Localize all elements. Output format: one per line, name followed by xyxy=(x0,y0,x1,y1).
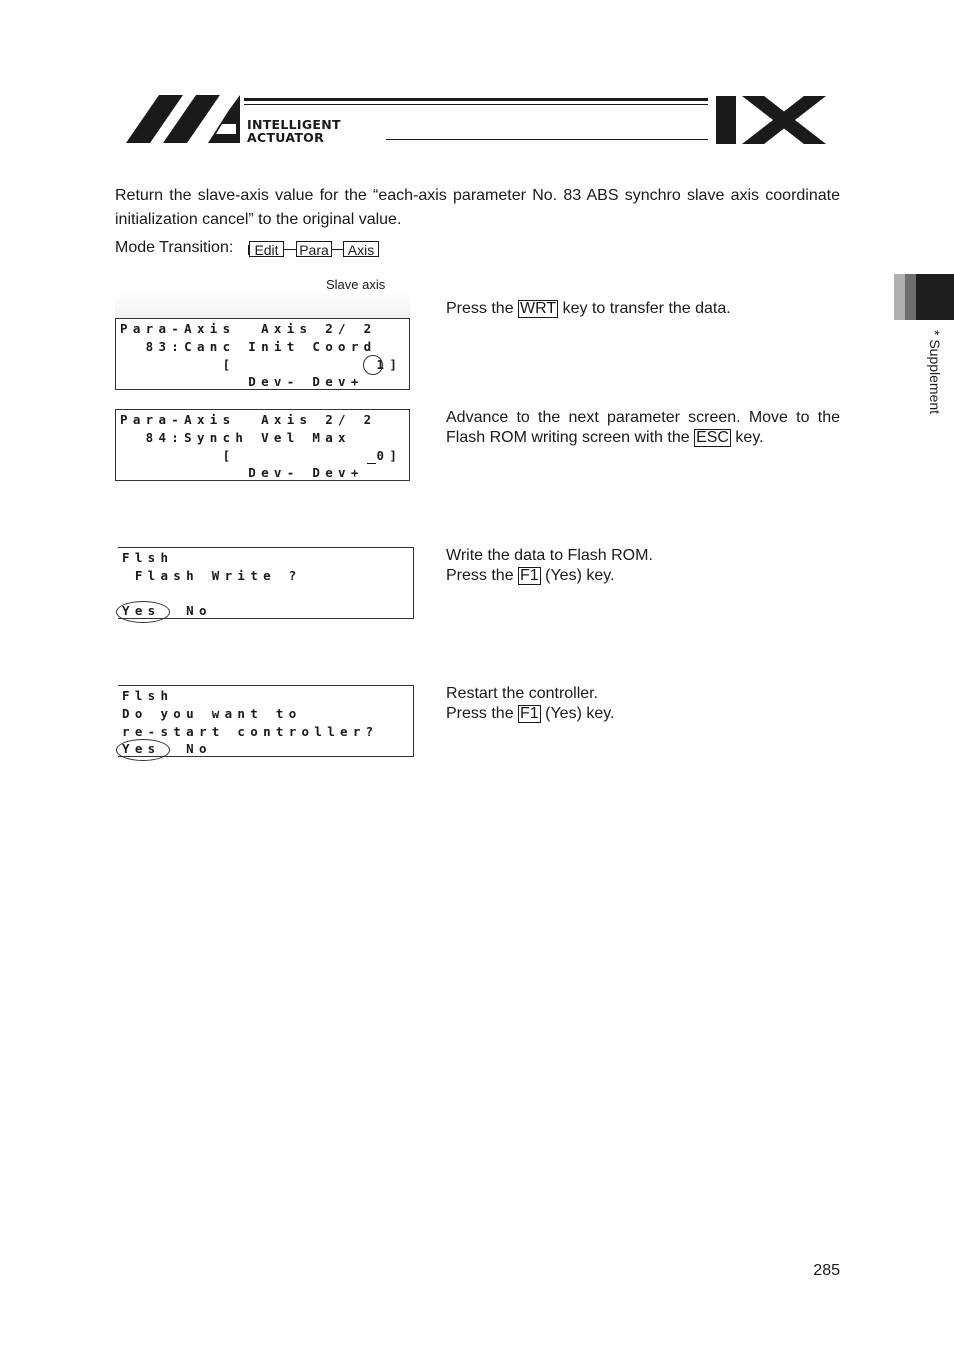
mode-connector xyxy=(332,249,343,250)
header-rule-top xyxy=(244,98,708,101)
supplement-side-label: * Supplement xyxy=(927,330,943,415)
lcd-screen-2 xyxy=(115,409,410,481)
header-rule-low xyxy=(386,139,708,140)
lcd-row: Flsh xyxy=(122,550,174,565)
lcd-row: Flash Write ? xyxy=(122,568,302,583)
step-2-description xyxy=(446,408,840,448)
header-rule-mid xyxy=(244,104,708,105)
value-highlight-circle xyxy=(363,355,383,375)
lcd-row: Yes No xyxy=(122,741,212,756)
intro-paragraph: Return the slave-axis value for the “each-axis parameter No. 83 ABS synchro slave axis coordinate initialization cancel” to the original value. xyxy=(115,187,840,228)
lcd-row: [ 0] xyxy=(120,448,403,463)
mode-step-edit: Edit xyxy=(249,241,284,257)
step-3-description xyxy=(446,546,840,586)
section-tab-light xyxy=(894,274,905,320)
lcd-row: Dev- Dev+ xyxy=(120,465,364,480)
step-1-description xyxy=(446,299,840,319)
lcd-row: 83:Canc Init Coord xyxy=(120,339,377,354)
yes-highlight-ellipse xyxy=(116,739,170,761)
step-text: Press the xyxy=(446,300,519,317)
lcd-row: [ 1] xyxy=(120,357,403,372)
lcd-row: Do you want to xyxy=(122,706,302,721)
lcd-top-fade xyxy=(115,292,410,318)
lcd-row: Dev- Dev+ xyxy=(120,374,364,389)
step-text: key. xyxy=(730,429,764,446)
step-4-description xyxy=(446,684,840,724)
lcd-screen-1 xyxy=(115,318,410,390)
slave-axis-callout: Slave axis xyxy=(326,277,386,292)
wrt-key: WRT xyxy=(520,300,557,317)
lcd-row: Para-Axis Axis 2/ 2 xyxy=(120,412,377,427)
logo-word-intelligent: INTELLIGENT xyxy=(247,117,341,132)
page-number: 285 xyxy=(813,1262,840,1279)
mode-step-para: Para xyxy=(296,241,332,257)
step-text: Press the xyxy=(446,567,519,584)
step-text: Restart the controller. xyxy=(446,685,599,702)
lcd-row: re-start controller? xyxy=(122,724,379,739)
lcd-screen-3 xyxy=(118,547,414,619)
section-tab-dark xyxy=(916,274,954,320)
step-text: Write the data to Flash ROM. xyxy=(446,547,653,564)
ix-series-logo-icon xyxy=(716,96,828,144)
esc-key: ESC xyxy=(696,429,729,446)
section-tab-mid xyxy=(905,274,916,320)
cursor-underline xyxy=(367,463,376,464)
yes-highlight-ellipse xyxy=(116,601,170,623)
lcd-row: Para-Axis Axis 2/ 2 xyxy=(120,321,377,336)
lcd-row: Flsh xyxy=(122,688,174,703)
lcd-row: Yes No xyxy=(122,603,212,618)
step-text: key to transfer the data. xyxy=(558,300,731,317)
f1-key: F1 xyxy=(520,705,539,722)
step-text: (Yes) key. xyxy=(540,705,615,722)
mode-step-axis: Axis xyxy=(343,241,379,257)
f1-key: F1 xyxy=(520,567,539,584)
lcd-row: 84:Synch Vel Max xyxy=(120,430,351,445)
logo-word-actuator: ACTUATOR xyxy=(247,130,325,145)
step-text: Press the xyxy=(446,705,519,722)
step-text: (Yes) key. xyxy=(540,567,615,584)
ia-logo-mark-icon xyxy=(126,94,242,144)
mode-connector xyxy=(284,249,296,250)
step-text: Advance to the next parameter screen. Move to the Flash ROM writing screen with the xyxy=(446,409,840,446)
mode-transition-label: Mode Transition: xyxy=(115,239,234,256)
lcd-screen-4 xyxy=(118,685,414,757)
